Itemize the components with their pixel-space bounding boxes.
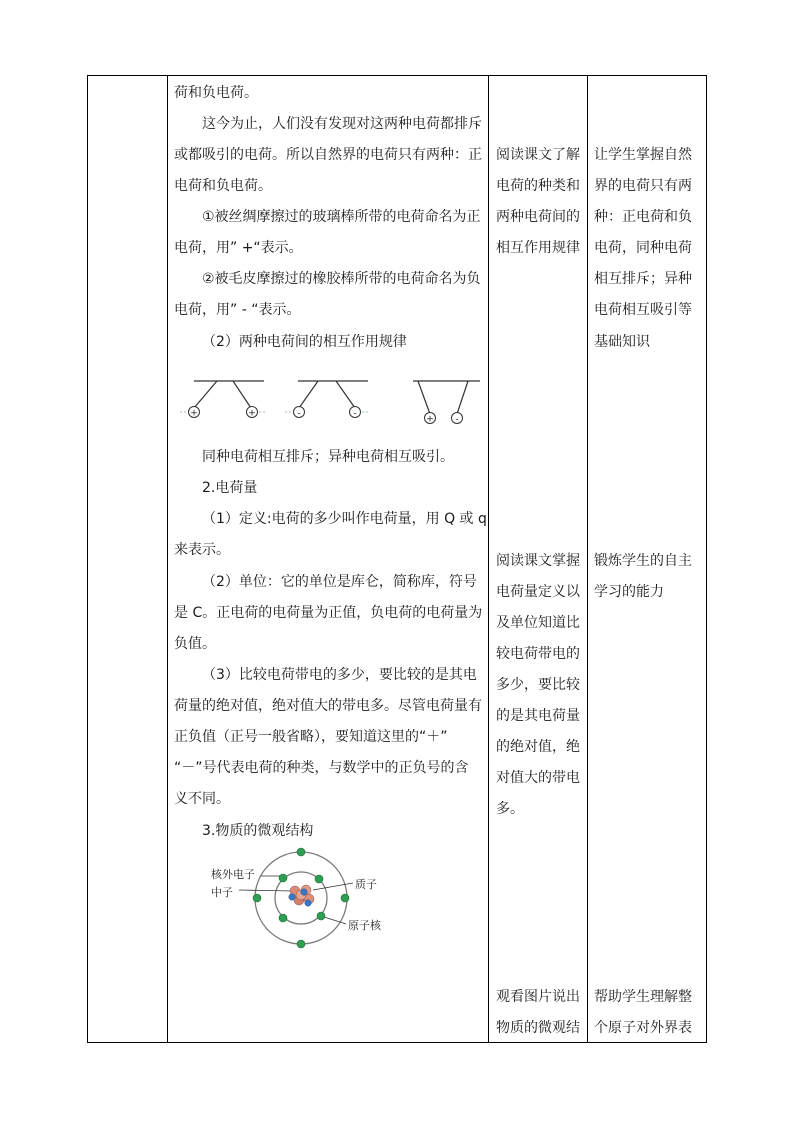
text-line: 较电荷带电的	[496, 646, 580, 662]
electron	[279, 874, 287, 882]
text-line: 电荷和负电荷。	[174, 178, 272, 194]
charge-sign: -	[455, 414, 459, 425]
electron	[341, 894, 349, 902]
text-line: 种：正电荷和负	[594, 209, 692, 225]
nucleus	[289, 885, 314, 906]
text-line: 个原子对外界表	[594, 1020, 692, 1036]
section-heading: （2）两种电荷间的相互作用规律	[202, 334, 407, 350]
charge-sign: -	[297, 408, 301, 419]
atom-label-electron: 核外电子	[211, 868, 255, 881]
text-line: （2）单位：它的单位是库仑，简称库，符号	[202, 574, 477, 590]
text-line: 学习的能力	[594, 584, 664, 600]
section-heading: 3.物质的微观结构	[202, 823, 314, 839]
text-line: 电荷量定义以	[496, 584, 580, 600]
charge-sign: +	[190, 408, 198, 419]
charge-interaction-figure	[172, 370, 484, 432]
text-line: 相互排斥；异种	[594, 271, 692, 287]
text-line: 电荷，同种电荷	[594, 240, 692, 256]
text-line: 让学生掌握自然	[594, 147, 692, 163]
text-line: 是 C。正电荷的电荷量为正值，负电荷的电荷量为	[174, 605, 483, 621]
text-line: 的是其电荷量	[496, 708, 580, 724]
column-divider	[488, 76, 489, 1042]
text-line: 负值。	[174, 636, 216, 652]
text-line: （1）定义:电荷的多少叫作电荷量，用 Q 或 q	[202, 511, 487, 527]
text-line: 荷量的绝对值，绝对值大的带电多。尽管电荷量有	[174, 698, 482, 714]
text-line: 观看图片说出	[496, 989, 580, 1005]
text-line: 锻炼学生的自主	[594, 553, 692, 569]
charge-sign: +	[248, 408, 256, 419]
text-line: 多。	[496, 801, 524, 817]
text-line: 阅读课文了解	[496, 147, 580, 163]
electron	[315, 875, 323, 883]
text-line: 对值大的带电	[496, 770, 580, 786]
text-line: 帮助学生理解整	[594, 989, 692, 1005]
text-line: ②被毛皮摩擦过的橡胶棒所带的电荷命名为负	[202, 271, 481, 287]
column-divider	[587, 76, 588, 1042]
text-line: 及单位知道比	[496, 615, 580, 631]
charge-sign: +	[426, 414, 434, 425]
electron	[317, 912, 325, 920]
text-line: 这今为止，人们没有发现对这两种电荷都排斥	[202, 116, 482, 132]
electron	[297, 940, 305, 948]
text-line: 电荷，用” - “表示。	[174, 302, 301, 318]
electron	[297, 848, 305, 856]
electron	[253, 894, 261, 902]
atom-label-nucleus: 原子核	[348, 919, 381, 932]
text-line: ①被丝绸摩擦过的玻璃棒所带的电荷命名为正	[202, 209, 481, 225]
charge-sign: -	[353, 408, 357, 419]
text-line: 正负值（正号一般省略），要知道这里的“＋”	[174, 729, 448, 745]
section-heading: 2.电荷量	[202, 480, 258, 496]
text-line: 基础知识	[594, 334, 650, 350]
electron	[279, 914, 287, 922]
text-line: 多少，要比较	[496, 677, 580, 693]
text-line: 电荷，用” +“表示。	[174, 240, 303, 256]
text-line: 电荷相互吸引等	[594, 302, 692, 318]
text-line: 阅读课文掌握	[496, 553, 580, 569]
atom-label-neutron: 中子	[211, 886, 233, 899]
text-line: 电荷的种类和	[496, 178, 580, 194]
text-line: 或都吸引的电荷。所以自然界的电荷只有两种：正	[174, 147, 482, 163]
text-line: 两种电荷间的	[496, 209, 580, 225]
text-line: 物质的微观结	[496, 1020, 580, 1036]
text-line: 同种电荷相互排斥；异种电荷相互吸引。	[202, 449, 454, 465]
text-line: 的绝对值，绝	[496, 739, 580, 755]
text-line: 荷和负电荷。	[174, 85, 258, 101]
text-line: “－”号代表电荷的种类，与数学中的正负号的含	[174, 760, 469, 776]
atom-label-proton: 质子	[355, 878, 377, 891]
atom-structure-figure	[205, 845, 390, 960]
text-line: 界的电荷只有两	[594, 178, 692, 194]
text-line: 来表示。	[174, 542, 230, 558]
text-line: 义不同。	[174, 791, 230, 807]
text-line: 相互作用规律	[496, 240, 580, 256]
text-line: （3）比较电荷带电的多少，要比较的是其电	[202, 667, 477, 683]
column-divider	[167, 76, 168, 1042]
